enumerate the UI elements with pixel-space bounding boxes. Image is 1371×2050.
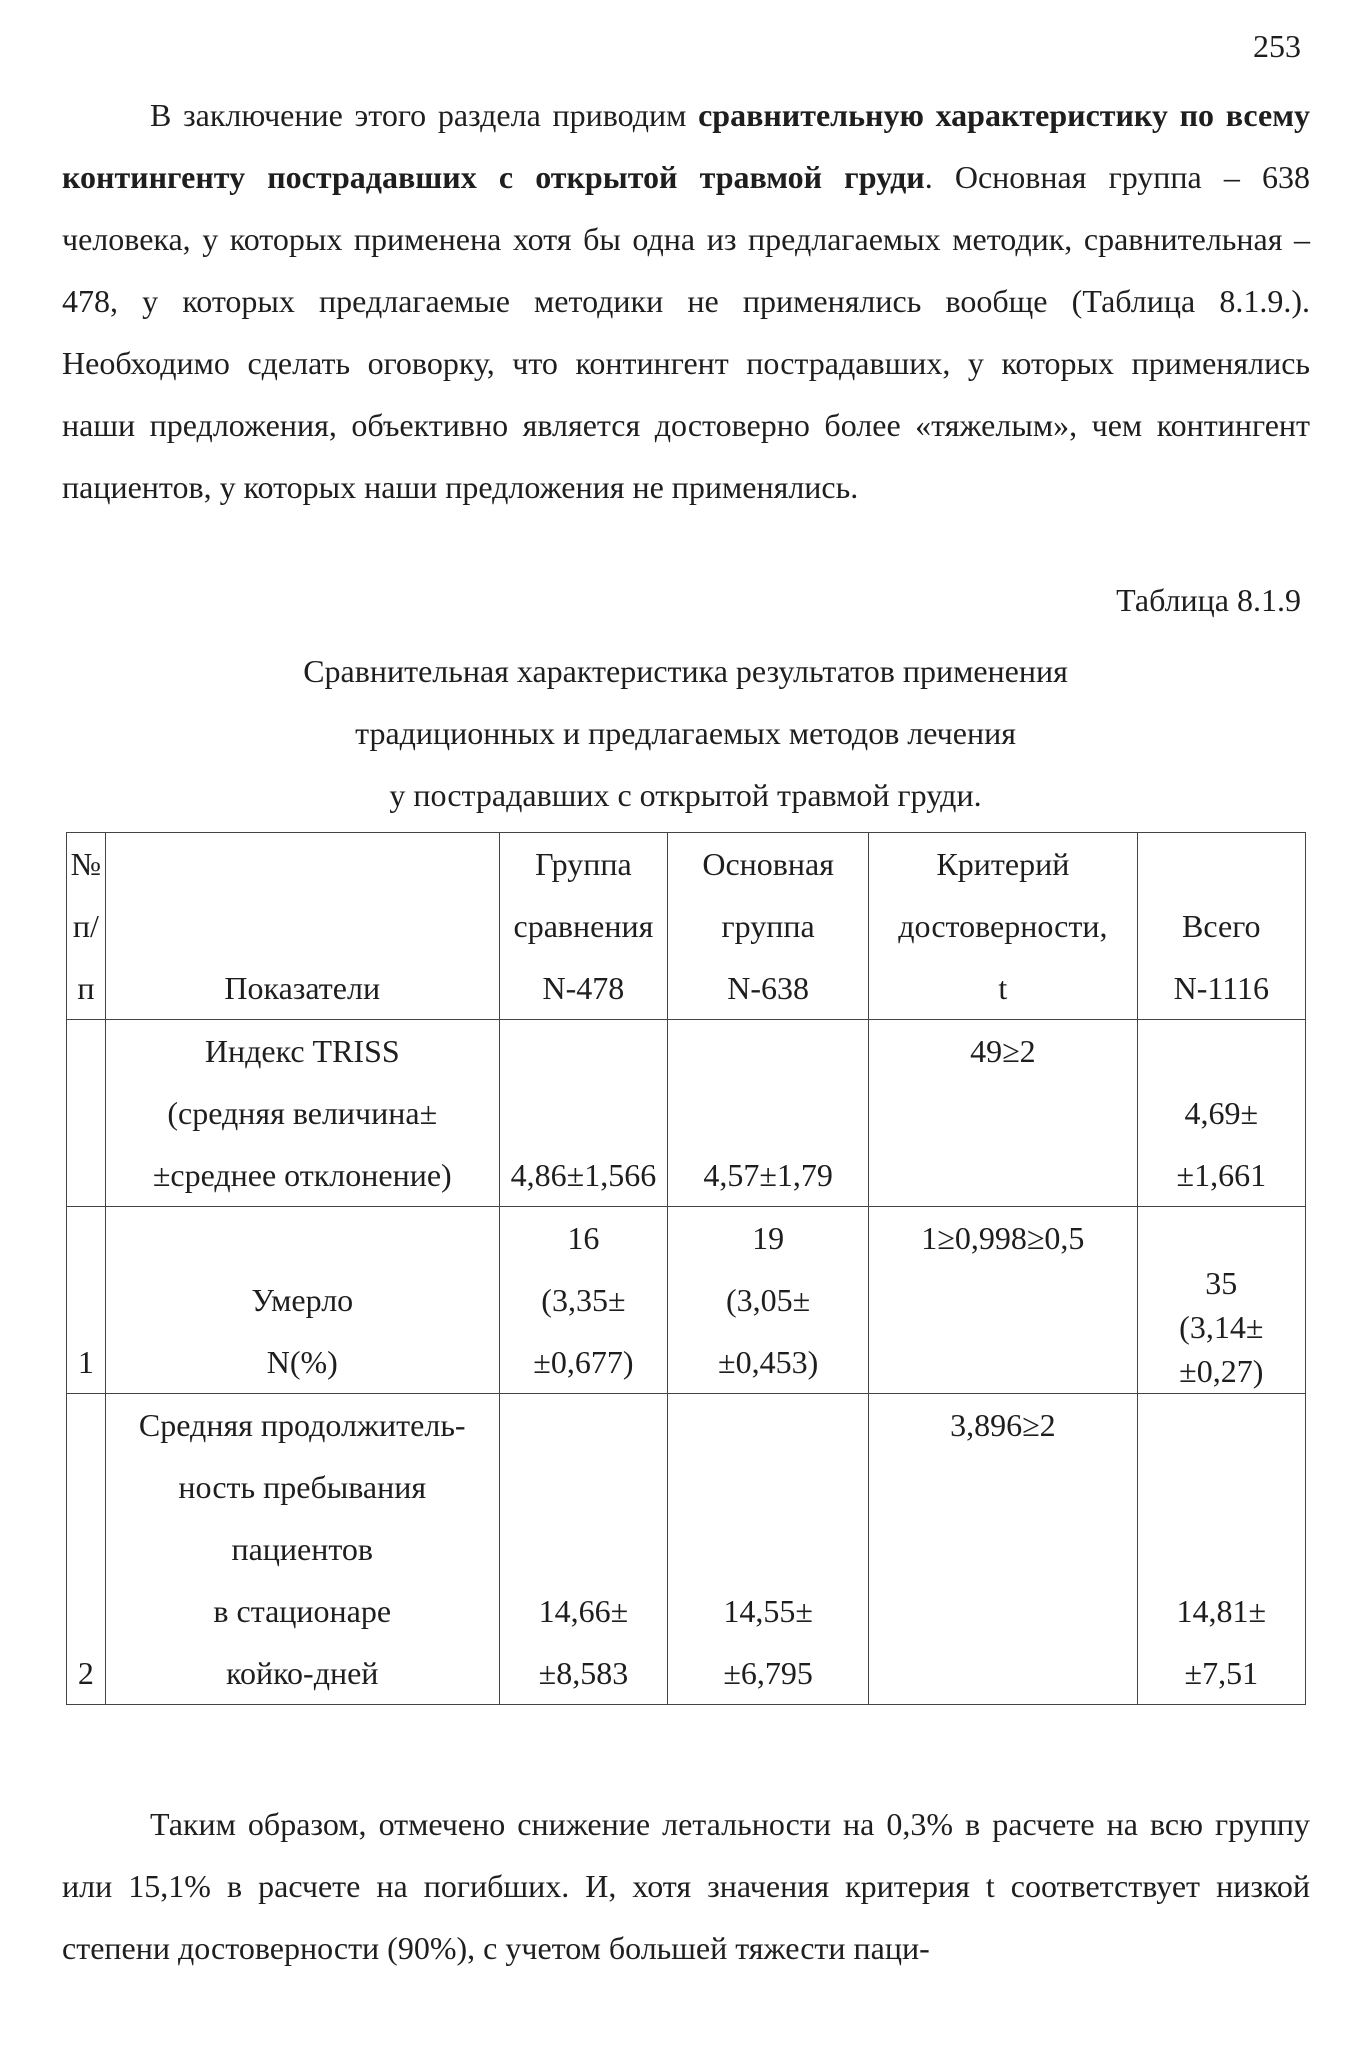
header-criterion-line: Критерий — [936, 846, 1070, 882]
header-num-line: п/ — [72, 908, 99, 944]
table-title-line: Сравнительная характеристика результатов применения — [303, 653, 1068, 689]
table-row-died — [67, 1207, 1306, 1394]
header-indicator-label: Показатели — [224, 970, 381, 1006]
header-criterion-line: достоверности, — [898, 908, 1108, 944]
row-total — [1137, 1207, 1305, 1394]
table-caption: Таблица 8.1.9 — [1116, 582, 1301, 618]
row-indicator — [105, 1020, 499, 1207]
row-comparison — [499, 1394, 667, 1705]
row-main-line: ±0,453) — [718, 1344, 819, 1380]
header-total — [1137, 833, 1305, 1020]
header-main — [668, 833, 869, 1020]
header-comparison-line: Группа — [535, 846, 632, 882]
page-number: 253 — [1253, 28, 1301, 64]
row-total-line: ±7,51 — [1184, 1655, 1259, 1691]
intro-text-2: . Основная группа – 638 человека, у которых применена хотя бы одна из предлагаемых методик, сравнительная – 478, у которых предлагаемые методики не применялись вообще (Таблица 8.1.9.). Необходимо сделать оговорку, что контингент пострадавших, у которых применялись наши предложения, объективно является достоверно более «тяжелым», чем контингент пациентов, у которых наши предложения не применялись. — [62, 159, 1310, 505]
header-indicator — [105, 833, 499, 1020]
table-title — [0, 640, 1371, 826]
row-comparison-line: ±8,583 — [538, 1655, 629, 1691]
table-header-row — [67, 833, 1306, 1020]
row-total-line: 4,69± — [1184, 1095, 1259, 1131]
results-table — [66, 832, 1306, 1705]
row-main-value: 4,57±1,79 — [703, 1157, 833, 1193]
row-criterion-value: 49≥2 — [970, 1033, 1036, 1069]
row-main — [668, 1207, 869, 1394]
header-criterion — [869, 833, 1137, 1020]
row-total — [1137, 1020, 1305, 1207]
row-main-line: (3,05± — [726, 1282, 811, 1318]
header-total-line: Всего — [1182, 908, 1261, 944]
table-title-line: у пострадавших с открытой травмой груди. — [389, 777, 982, 813]
row-comparison-value: 4,86±1,566 — [510, 1157, 657, 1193]
row-main — [668, 1020, 869, 1207]
header-comparison — [499, 833, 667, 1020]
row-indicator-line: Умерло — [251, 1282, 354, 1318]
row-indicator — [105, 1394, 499, 1705]
row-num — [67, 1207, 106, 1394]
row-indicator-line: в стационаре — [213, 1593, 392, 1629]
row-criterion — [869, 1394, 1137, 1705]
row-main-line: 14,55± — [723, 1593, 813, 1629]
row-total-line: ±0,27) — [1179, 1353, 1264, 1389]
row-criterion — [869, 1020, 1137, 1207]
header-comparison-line: сравнения — [513, 908, 654, 944]
row-criterion — [869, 1207, 1137, 1394]
row-indicator-line: Индекс TRISS — [204, 1033, 400, 1069]
row-criterion-value: 3,896≥2 — [950, 1407, 1056, 1443]
row-main-line: 19 — [752, 1220, 785, 1256]
row-num — [67, 1020, 106, 1207]
row-indicator-line: койко-дней — [226, 1655, 379, 1691]
header-num-line: п — [77, 970, 95, 1006]
table-row-triss — [67, 1020, 1306, 1207]
row-comparison — [499, 1020, 667, 1207]
row-indicator-line: (средняя величина± — [167, 1095, 438, 1131]
row-indicator-line: ±среднее отклонение) — [152, 1157, 452, 1193]
header-main-line: Основная — [702, 846, 834, 882]
row-indicator — [105, 1207, 499, 1394]
header-num-line: № — [70, 846, 102, 882]
row-main — [668, 1394, 869, 1705]
header-main-line: группа — [721, 908, 815, 944]
intro-paragraph — [62, 84, 1310, 518]
header-comparison-line: N-478 — [542, 970, 625, 1006]
row-total-line: 14,81± — [1176, 1593, 1267, 1629]
row-num-value: 2 — [77, 1655, 94, 1691]
row-indicator-line: пациентов — [231, 1531, 374, 1567]
row-comparison-line: 14,66± — [538, 1593, 629, 1629]
row-num — [67, 1394, 106, 1705]
row-main-line: ±6,795 — [723, 1655, 813, 1691]
row-comparison-line: (3,35± — [541, 1282, 626, 1318]
row-comparison-line: 16 — [567, 1220, 600, 1256]
row-indicator-line: N(%) — [266, 1344, 338, 1380]
row-indicator-line: Средняя продолжитель- — [138, 1407, 466, 1443]
row-comparison-line: ±0,677) — [533, 1344, 634, 1380]
table-row-stay — [67, 1394, 1306, 1705]
row-total-line: (3,14± — [1179, 1309, 1264, 1345]
header-criterion-line: t — [998, 970, 1008, 1006]
row-total-line: ±1,661 — [1176, 1157, 1267, 1193]
row-num-value: 1 — [77, 1344, 94, 1380]
row-total-line: 35 — [1205, 1265, 1238, 1301]
intro-text-1: В заключение этого раздела приводим — [150, 97, 699, 133]
intro-bold-text: сравнительную характеристику по всему контингенту пострадавших с открытой травмой груди — [62, 97, 1311, 195]
header-num — [67, 833, 106, 1020]
row-indicator-line: ность пребывания — [178, 1469, 427, 1505]
row-criterion-value: 1≥0,998≥0,5 — [921, 1220, 1085, 1256]
conclusion-paragraph — [62, 1793, 1310, 1979]
table-title-line: традиционных и предлагаемых методов лечения — [355, 715, 1016, 751]
row-comparison — [499, 1207, 667, 1394]
row-total — [1137, 1394, 1305, 1705]
conclusion-text: Таким образом, отмечено снижение летальности на 0,3% в расчете на всю группу или 15,1% в расчете на погибших. И, хотя значения критерия t соответствует низкой степени достоверности (90%), с учетом большей тяжести паци- — [62, 1806, 1310, 1966]
header-total-line: N-1116 — [1173, 970, 1269, 1006]
header-main-line: N-638 — [727, 970, 810, 1006]
